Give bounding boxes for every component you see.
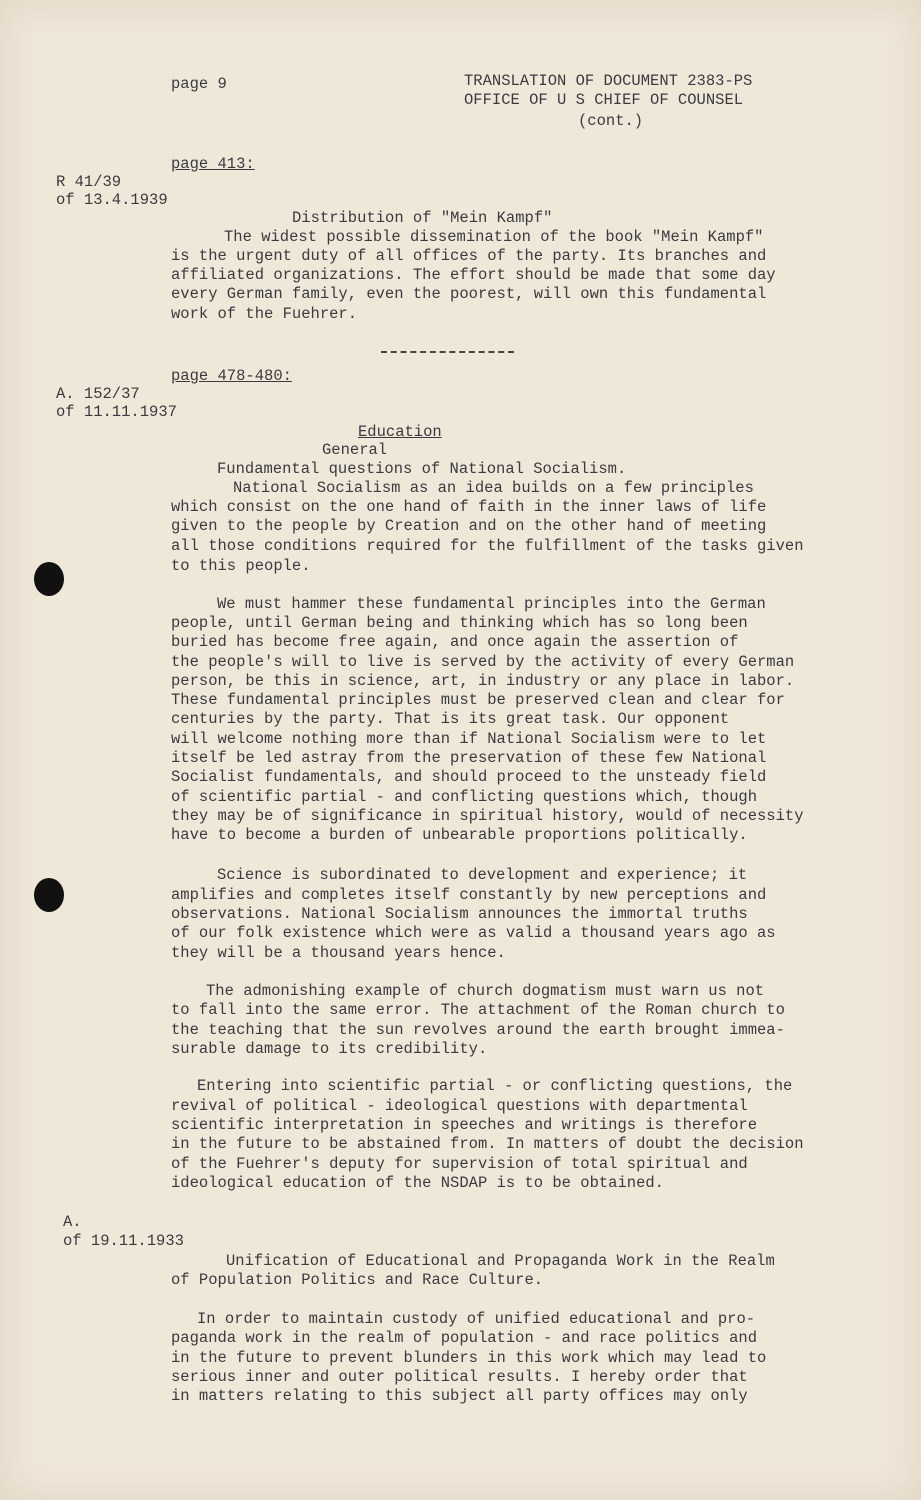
body-line: people, until German being and thinking which has so long been [171,614,748,632]
body-line: ideological education of the NSDAP is to be obtained. [171,1174,664,1192]
body-line: National Socialism as an idea builds on a few principles [233,479,754,497]
body-line: Science is subordinated to development and experience; it [217,866,748,884]
body-line: the people's will to live is served by the activity of every German [171,653,795,671]
body-line: surable damage to its credibility. [171,1040,488,1058]
body-line: observations. National Socialism announces the immortal truths [171,905,748,923]
body-line: These fundamental principles must be preserved clean and clear for [171,691,785,709]
body-line: Socialist fundamentals, and should proceed to the unsteady field [171,768,767,786]
body-line: in the future to prevent blunders in this work which may lead to [171,1349,767,1367]
ref-date-3: of 19.11.1933 [63,1232,184,1250]
body-line: We must hammer these fundamental principles into the German [217,595,766,613]
page-ref-413: page 413: [171,155,255,173]
body-line: all those conditions required for the fulfillment of the tasks given [171,537,804,555]
body-line: every German family, even the poorest, will own this fundamental [171,285,767,303]
body-line: paganda work in the realm of population - and race politics and [171,1329,757,1347]
body-line: have to become a burden of unbearable proportions politically. [171,826,748,844]
body-line: of our folk existence which were as valid a thousand years ago as [171,924,776,942]
body-line: The admonishing example of church dogmatism must warn us not [206,982,765,1000]
body-line: serious inner and outer political results. I hereby order that [171,1368,748,1386]
body-line: work of the Fuehrer. [171,305,358,323]
body-line: Entering into scientific partial - or conflicting questions, the [197,1077,793,1095]
document-title-line-3: (cont.) [578,112,644,130]
body-line: The widest possible dissemination of the book "Mein Kampf" [224,228,764,246]
body-line: centuries by the party. That is its great task. Our opponent [171,710,730,728]
heading-education: Education [358,423,442,441]
body-line: they may be of significance in spiritual history, would of necessity [171,807,804,825]
page-ref-478-480: page 478-480: [171,367,292,385]
body-line: in matters relating to this subject all party offices may only [171,1387,748,1405]
section-heading-unification-1: Unification of Educational and Propaganda Work in the Realm [226,1252,775,1270]
punch-hole-top [34,562,64,596]
body-line: itself be led astray from the preservation of these few National [171,749,767,767]
body-line: buried has become free again, and once again the assertion of [171,633,739,651]
body-line: to this people. [171,557,311,575]
subheading-general: General [322,441,388,459]
body-line: affiliated organizations. The effort should be made that some day [171,266,776,284]
body-line: given to the people by Creation and on the other hand of meeting [171,517,767,535]
document-title-line-1: TRANSLATION OF DOCUMENT 2383-PS [464,72,753,90]
punch-hole-bottom [34,878,64,912]
body-line: revival of political - ideological questions with departmental [171,1097,748,1115]
body-line: is the urgent duty of all offices of the party. Its branches and [171,247,767,265]
ref-date-1: of 13.4.1939 [56,191,168,209]
body-line: scientific interpretation in speeches and writings is therefore [171,1116,757,1134]
ref-code-3: A. [63,1213,82,1231]
body-line: will welcome nothing more than if National Socialism were to let [171,730,767,748]
body-line: to fall into the same error. The attachment of the Roman church to [171,1001,785,1019]
body-line: In order to maintain custody of unified educational and pro- [197,1310,756,1328]
body-line: amplifies and completes itself constantly by new perceptions and [171,886,767,904]
section-divider [381,351,514,353]
ref-code-2: A. 152/37 [56,385,140,403]
document-title-line-2: OFFICE OF U S CHIEF OF COUNSEL [464,91,744,109]
body-line: the teaching that the sun revolves around the earth brought immea- [171,1021,785,1039]
subject-line: Fundamental questions of National Socialism. [217,460,627,478]
ref-code-1: R 41/39 [56,173,122,191]
body-line: in the future to be abstained from. In matters of doubt the decision [171,1135,804,1153]
page-number: page 9 [171,75,227,93]
section-heading-unification-2: of Population Politics and Race Culture. [171,1271,544,1289]
section-heading-mein-kampf: Distribution of "Mein Kampf" [292,209,553,227]
body-line: they will be a thousand years hence. [171,944,506,962]
ref-date-2: of 11.11.1937 [56,403,177,421]
body-line: of scientific partial - and conflicting questions which, though [171,788,757,806]
body-line: which consist on the one hand of faith in the inner laws of life [171,498,767,516]
body-line: person, be this in science, art, in industry or any place in labor. [171,672,795,690]
body-line: of the Fuehrer's deputy for supervision of total spiritual and [171,1155,748,1173]
